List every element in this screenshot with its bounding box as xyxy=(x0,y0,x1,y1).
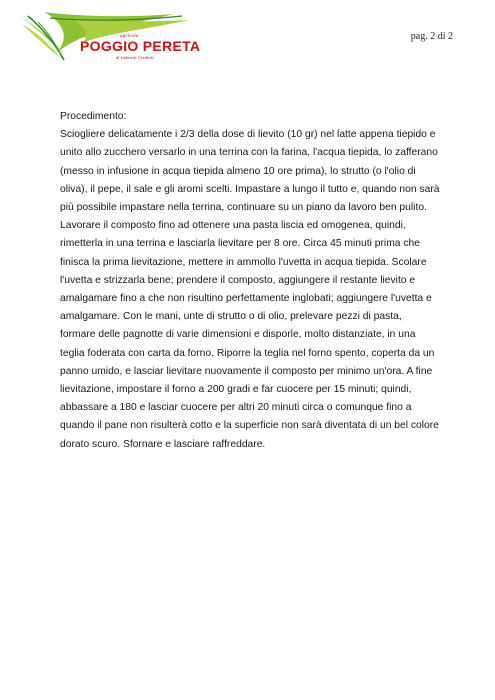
logo-tagline-bottom: di Gabriele Cordichi xyxy=(116,55,154,60)
document-body xyxy=(60,108,440,454)
logo-tagline-top: agricola xyxy=(120,34,139,39)
company-logo xyxy=(14,8,204,66)
section-title: Procedimento: xyxy=(60,111,127,122)
procedure-paragraph: Sciogliere delicatamente i 2/3 della dose di lievito (10 gr) nel latte appena tiepido e unito allo zucchero versarlo in una terrina con la farina, l'acqua tiepida, lo zafferano (messo in infusione in acqua tiepida almeno 10 ore prima), lo strutto (o l'olio di oliva), il pepe, il sale e gli aromi scelti. Impastare a lungo il tutto e, quando non sarà più possibile impastare nella terrina, continuare su un piano da lavoro ben pulito. Lavorare il composto fino ad ottenere una pasta liscia ed omogenea, quindi, rimetterla in una terrina e lasciarla lievitare per 8 ore. Circa 45 minuti prima che finisca la prima lievitazione, mettere in ammollo l'uvetta in acqua tiepida. Scolare l'uvetta e strizzarla bene; prendere il composto, aggiungere il restante lievito e amalgamare fino a che non risultino perfettamente inglobati; aggiungere l'uvetta e amalgamare. Con le mani, unte di strutto o di olio, prelevare pezzi di pasta, formare delle pagnotte di varie dimensioni e disporle, molto distanziate, in una teglia foderata con carta da forno. Riporre la teglia nel forno spento, coperta da un panno umido, e lasciar lievitare nuovamente il composto per minimo un'ora. A fine lievitazione, impostare il forno a 200 gradi e far cuocere per 15 minuti; quindi, abbassare a 180 e lasciar cuocere per altri 20 minuti circa o comunque fino a quando il pane non risulterà cotto e la superficie non sarà diventata di un bel colore dorato scuro. Sfornare e lasciare raffreddare. xyxy=(60,129,440,450)
page-number: pag. 2 di 2 xyxy=(410,31,453,42)
leaf-swoosh-icon xyxy=(14,8,204,66)
logo-name: POGGIO PERETA xyxy=(80,38,201,54)
